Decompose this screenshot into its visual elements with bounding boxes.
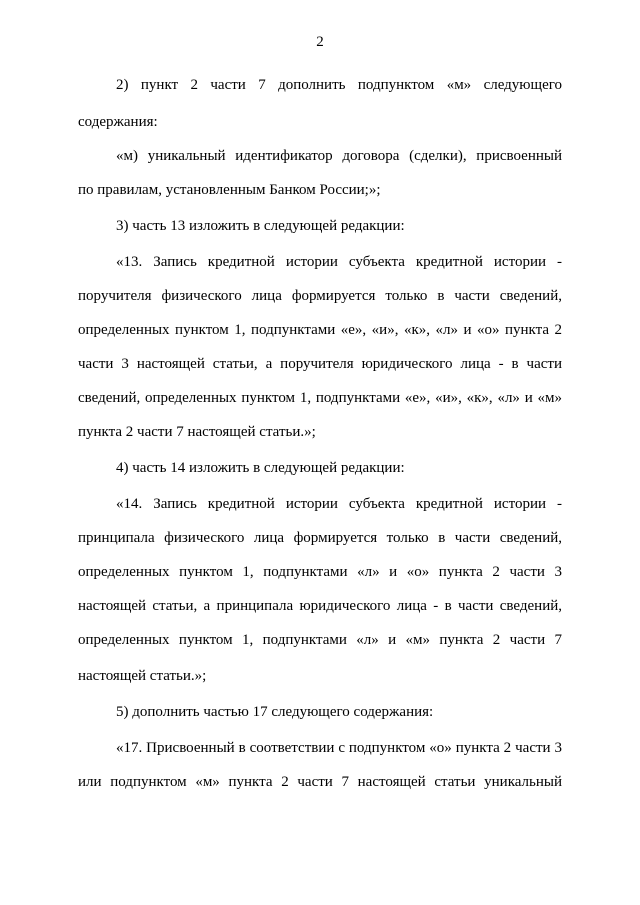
text-line: или подпунктом «м» пункта 2 части 7 настоящей статьи уникальный (78, 774, 562, 790)
text-line: поручителя физического лица формируется только в части сведений, (78, 288, 562, 304)
text-line: «м) уникальный идентификатор договора (сделки), присвоенный (116, 148, 562, 164)
text-line: пункта 2 части 7 настоящей статьи.»; (78, 424, 316, 440)
text-line: определенных пунктом 1, подпунктами «л» и «о» пункта 2 части 3 (78, 564, 562, 580)
text-line: 2) пункт 2 части 7 дополнить подпунктом «м» следующего (116, 77, 562, 93)
page-number: 2 (316, 34, 324, 50)
text-line: сведений, определенных пунктом 1, подпунктами «е», «и», «к», «л» и «м» (78, 390, 562, 406)
text-line: «14. Запись кредитной истории субъекта кредитной истории - (116, 496, 562, 512)
text-line: 3) часть 13 изложить в следующей редакции: (116, 218, 405, 234)
text-line: части 3 настоящей статьи, а поручителя юридического лица - в части (78, 356, 562, 372)
text-line: 4) часть 14 изложить в следующей редакции: (116, 460, 405, 476)
text-line: 5) дополнить частью 17 следующего содержания: (116, 704, 434, 720)
text-line: содержания: (78, 114, 158, 130)
text-line: определенных пунктом 1, подпунктами «е», «и», «к», «л» и «о» пункта 2 (78, 322, 562, 338)
text-line: определенных пунктом 1, подпунктами «л» и «м» пункта 2 части 7 (78, 632, 562, 648)
text-line: «13. Запись кредитной истории субъекта кредитной истории - (116, 254, 562, 270)
text-line: настоящей статьи.»; (78, 668, 207, 684)
text-line: «17. Присвоенный в соответствии с подпунктом «о» пункта 2 части 3 (116, 740, 562, 756)
text-line: принципала физического лица формируется только в части сведений, (78, 530, 562, 546)
text-line: настоящей статьи, а принципала юридического лица - в части сведений, (78, 598, 562, 614)
text-line: по правилам, установленным Банком России;»; (78, 182, 381, 198)
